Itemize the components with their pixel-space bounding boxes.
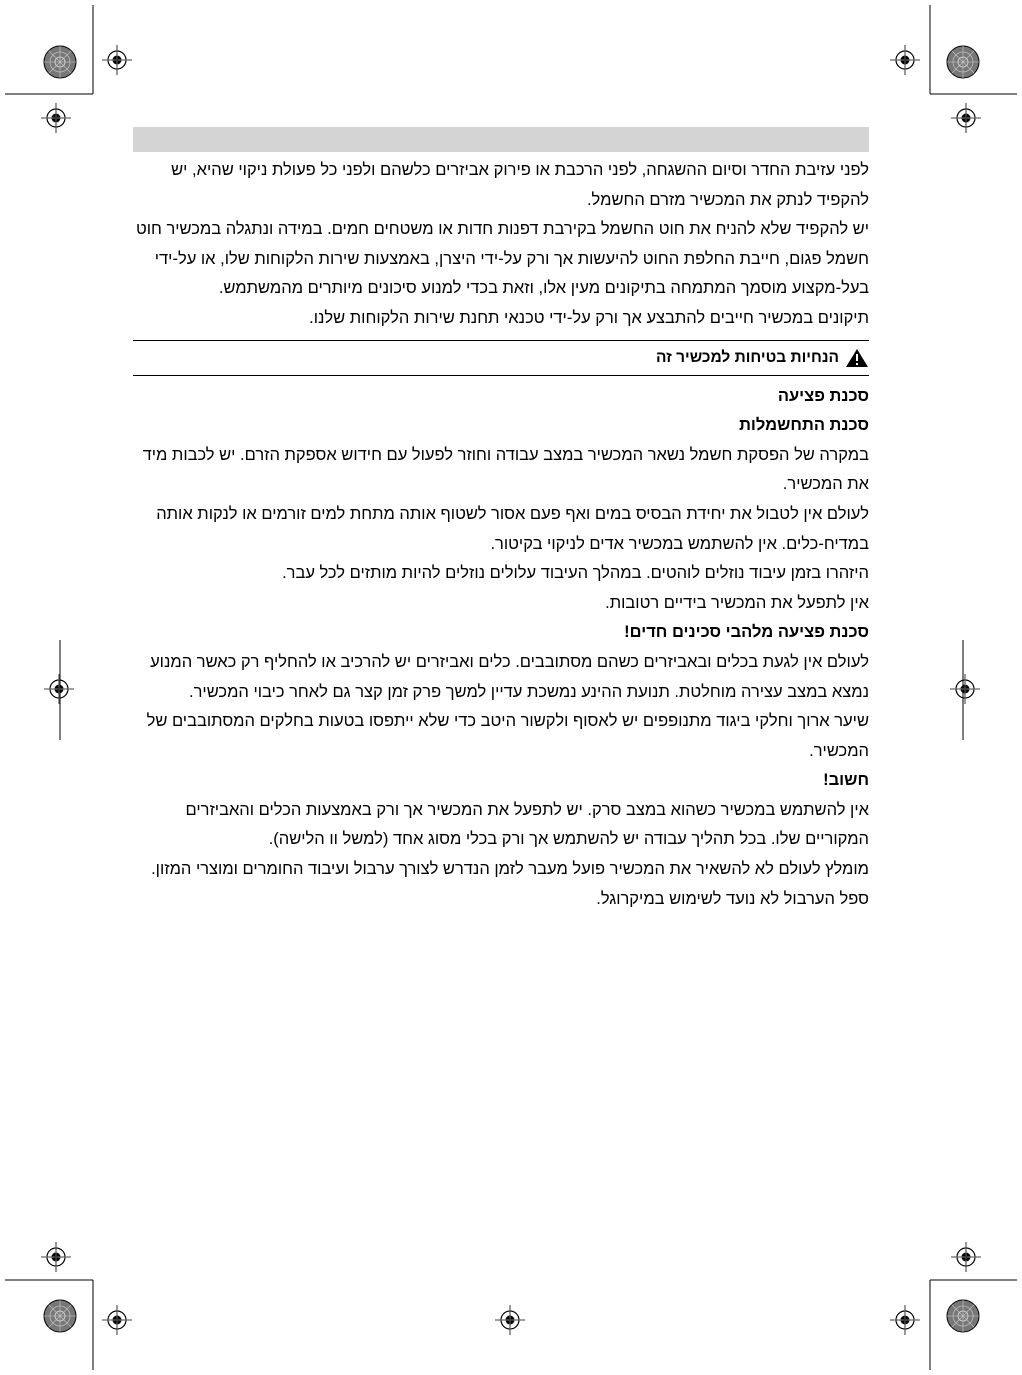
intro-paragraph-1: לפני עזיבת החדר וסיום ההשגחה, לפני הרכבת או פירוק אביזרים כלשהם ולפני כל פעולת ניקוי שהיא, יש להקפיד לנתק את המכשיר מזרם החשמל. bbox=[171, 161, 869, 209]
section-paragraph: לעולם אין לגעת בכלים ובאביזרים כשהם מסתובבים. כלים ואביזרים יש להרכיב או להחליף רק כאשר המנוע נמצא במצב עצירה מוחלטת. תנועת ההינע נמשכת עדיין למשך פרק זמן קצר גם לאחר כיבוי המכשיר. bbox=[150, 652, 869, 701]
section-paragraph: במקרה של הפסקת חשמל נשאר המכשיר במצב עבודה וחוזר לפעול עם חידוש אספקת הזרם. יש לכבות מיד את המכשיר. bbox=[142, 445, 869, 494]
section-paragraph: היזהרו בזמן עיבוד נוזלים לוהטים. במהלך העיבוד עלולים נוזלים להיות מותזים לכל עבר. bbox=[282, 564, 869, 583]
safety-heading-row bbox=[133, 341, 869, 375]
section-heading: חשוב! bbox=[823, 771, 869, 790]
section-paragraph: אין להשתמש במכשיר כשהוא במצב סרק. יש לתפעל את המכשיר אך ורק באמצעות הכלים והאביזרים המקוריים שלו. בכל תהליך עבודה יש להשתמש אך ורק בכלי מסוג אחד (למשל וו הלישה). bbox=[185, 800, 869, 849]
section-paragraph: שיער ארוך וחלקי ביגוד מתנופפים יש לאסוף ולקשור היטב כדי שלא ייתפסו בטעות בחלקים המסתובבים של המכשיר. bbox=[146, 712, 869, 760]
divider-bottom bbox=[133, 375, 869, 376]
document-body bbox=[133, 156, 869, 914]
intro-paragraph-3: תיקונים במכשיר חייבים להתבצע אך ורק על-ידי טכנאי תחנת שירות הלקוחות שלנו. bbox=[309, 308, 869, 327]
warning-triangle-icon bbox=[845, 348, 869, 368]
intro-paragraph-2: יש להקפיד שלא להניח את חוט החשמל בקירבת דפנות חדות או משטחים חמים. במידה ונתגלה במכשיר חוט חשמל פגום, חייבת החלפת החוט להיעשות אך ורק על-ידי היצרן, באמצעות שירות הלקוחות שלו, או על-ידי בעל-מקצוע מוסמך המתמחה בתיקונים מעין אלו, וזאת בכדי למנוע סיכונים מיותרים מהמשתמש. bbox=[135, 220, 869, 298]
header-bar bbox=[133, 127, 869, 152]
section-paragraph: מומלץ לעולם לא להשאיר את המכשיר פועל מעבר לזמן הנדרש לצורך ערבול ועיבוד החומרים ומוצרי המזון. ספל הערבול לא נועד לשימוש במיקרוגל. bbox=[151, 860, 869, 908]
section-heading: סכנת התחשמלות bbox=[739, 416, 869, 435]
section-heading: סכנת פציעה מלהבי סכינים חדים! bbox=[624, 623, 869, 642]
section-heading: סכנת פציעה bbox=[777, 386, 869, 405]
safety-heading: הנחיות בטיחות למכשיר זה bbox=[655, 348, 839, 366]
section-paragraph: לעולם אין לטבול את יחידת הבסיס במים ואף פעם אסור לשטוף אותה מתחת למים זורמים או לנקות אותה במדיח-כלים. אין להשתמש במכשיר אדים לניקוי בקיטור. bbox=[156, 504, 869, 553]
section-paragraph: אין לתפעל את המכשיר בידיים רטובות. bbox=[605, 593, 869, 612]
